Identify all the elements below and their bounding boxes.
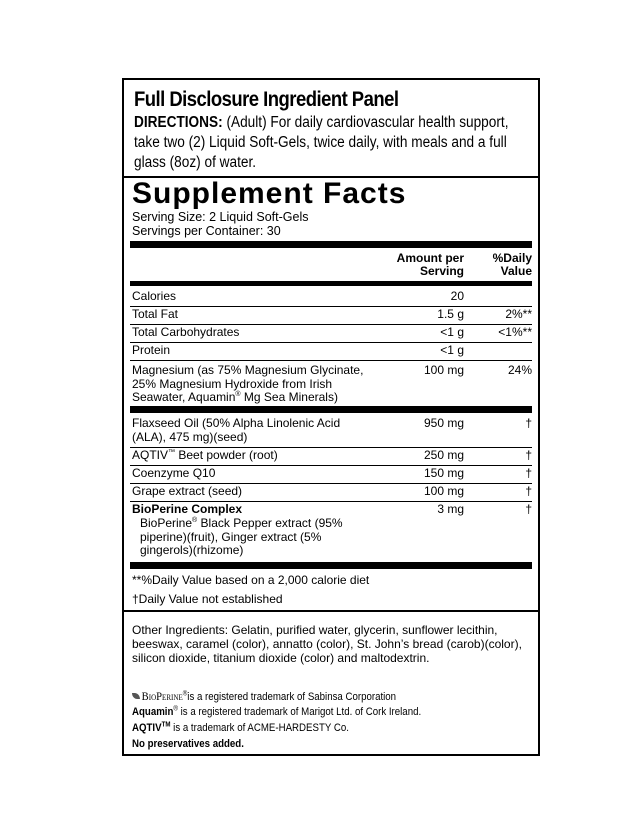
footnote-not-established: †Daily Value not established (132, 592, 283, 606)
row-dv: † (525, 484, 532, 498)
directions-label: DIRECTIONS: (134, 114, 223, 131)
thick-rule (130, 406, 532, 413)
thick-rule (130, 562, 532, 569)
row-name: Total Fat (132, 307, 179, 321)
daily-value-header: %Daily Value (492, 251, 532, 278)
row-amount: <1 g (440, 325, 464, 339)
row-amount: 100 mg (423, 363, 464, 377)
panel-title: Full Disclosure Ingredient Panel (134, 88, 399, 111)
row-amount: 250 mg (423, 448, 464, 462)
trademark-bioperine: BioPerine®is a registered trademark of Sabinsa Corporation (132, 690, 396, 704)
row-dv: † (525, 502, 532, 516)
row-amount: 150 mg (423, 466, 464, 480)
section-divider (124, 610, 538, 612)
row-name: Flaxseed Oil (50% Alpha Linolenic Acid (ALA), 475 mg)(seed) (132, 416, 341, 444)
directions-text (134, 113, 521, 173)
row-amount: 3 mg (437, 502, 464, 516)
row-dv: † (525, 448, 532, 462)
row-name: Calories (132, 289, 177, 303)
row-amount: 100 mg (423, 484, 464, 498)
row-name: Coenzyme Q10 (132, 466, 216, 480)
row-amount: 1.5 g (437, 307, 464, 321)
row-name: AQTIV™ Beet powder (root) (132, 448, 278, 462)
ingredient-panel (122, 78, 540, 756)
row-amount: <1 g (440, 343, 464, 357)
leaf-icon (132, 693, 140, 699)
row-dv: † (525, 416, 532, 430)
thick-rule (130, 241, 532, 248)
row-name: Protein (132, 343, 171, 357)
row-divider (130, 342, 532, 343)
row-name: BioPerine Complex (132, 502, 243, 516)
row-sub: BioPerine® Black Pepper extract (95% piperine)(fruit), Ginger extract (5% gingerols)(rhizome) (140, 516, 343, 557)
directions-body: (Adult) For daily cardiovascular health support, take two (2) Liquid Soft-Gels, twice daily, with meals and a full glass (8oz) of water. (134, 114, 509, 171)
row-name: Total Carbohydrates (132, 325, 240, 339)
other-ingredients: Other Ingredients: Gelatin, purified water, glycerin, sunflower lecithin, beeswax, caramel (color), annatto (color), St. John’s bread (carob)(color), silicon dioxide, titanium dioxide (color) and maltodextrin. (132, 623, 522, 665)
amount-header: Amount per Serving (396, 251, 464, 278)
row-name: Magnesium (as 75% Magnesium Glycinate, 25% Magnesium Hydroxide from Irish Seawater, Aquamin® Mg Sea Minerals) (132, 363, 364, 404)
row-dv: † (525, 466, 532, 480)
panel-header (124, 80, 538, 178)
serving-size: Serving Size: 2 Liquid Soft-Gels (132, 210, 309, 224)
row-dv: 24% (507, 363, 532, 377)
servings-per-container: Servings per Container: 30 (132, 224, 281, 238)
trademark-aqtiv: AQTIV™ is a trademark of ACME-HARDESTY Co. (132, 721, 349, 734)
supplement-facts-title: Supplement Facts (132, 177, 407, 210)
row-dv: <1%** (498, 325, 532, 339)
row-amount: 20 (450, 289, 464, 303)
row-dv: 2%** (505, 307, 532, 321)
footnote-dv: **%Daily Value based on a 2,000 calorie diet (132, 573, 370, 587)
no-preservatives: No preservatives added. (132, 738, 244, 750)
row-divider (130, 306, 532, 307)
row-divider (130, 360, 532, 361)
trademark-aquamin: Aquamin® is a registered trademark of Marigot Ltd. of Cork Ireland. (132, 705, 422, 718)
row-amount: 950 mg (423, 416, 464, 430)
medium-rule (130, 281, 532, 286)
row-name: Grape extract (seed) (132, 484, 243, 498)
